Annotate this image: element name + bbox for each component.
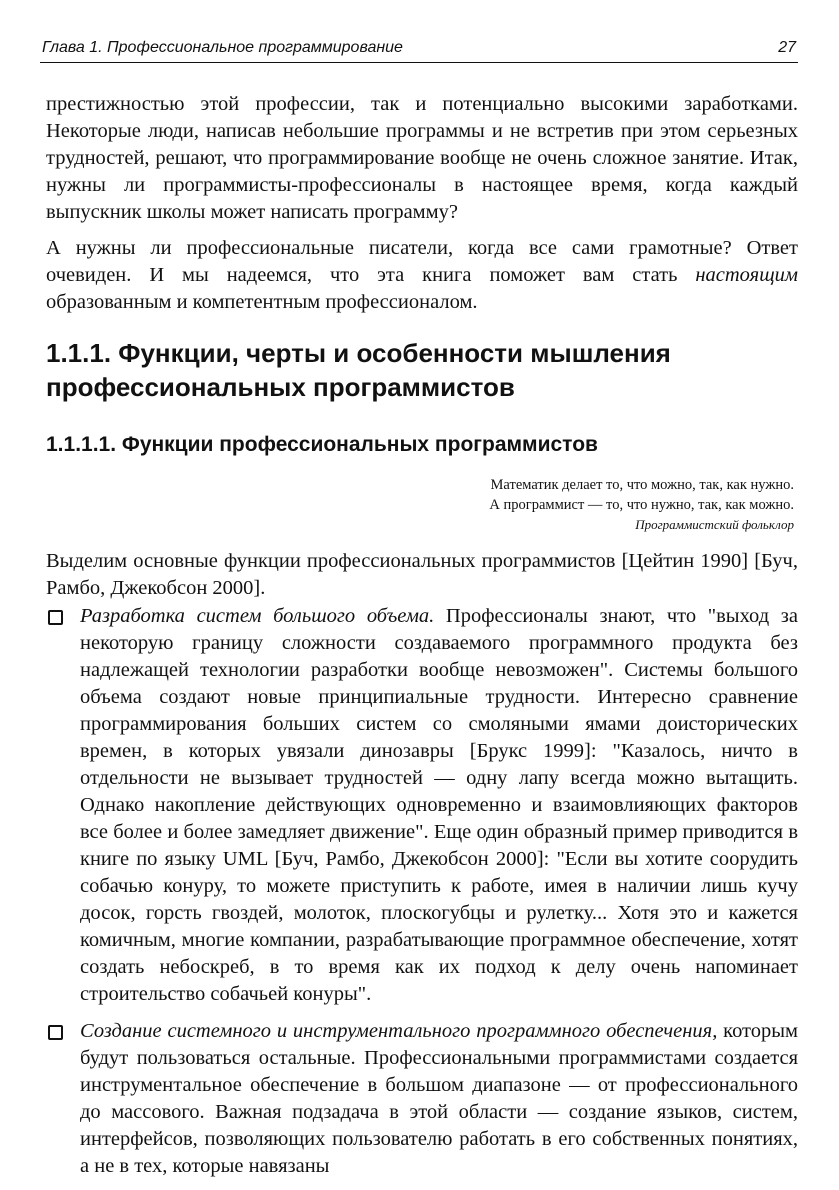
subsection-heading: 1.1.1.1. Функции профессиональных программистов (46, 433, 598, 456)
epigraph (314, 475, 794, 535)
running-header (40, 38, 798, 63)
chapter-title: Глава 1. Профессиональное программирование (42, 39, 403, 56)
section-heading: 1.1.1. Функции, черты и особенности мышления профессиональных программистов (46, 338, 671, 402)
list-item-text: которым будут пользоваться остальные. Профессиональными программистами создается инструментальное обеспечение в большом диапазоне — от профессионального до массового. Важная подзадача в этой области — создание языков, систем, интерфейсов, позволяющих пользователю работать в его собственных понятиях, а не в тех, которые навязаны (80, 1020, 798, 1177)
list-item-text: Профессионалы знают, что "выход за некоторую границу сложности создаваемого программного продукта без надлежащей технологии разработки вообще невозможен". Системы большого объема создают новые принципиальные трудности. Интересно сравнение программирования больших систем со смоляными ямами доисторических времен, в которых увязали динозавры [Брукс 1999]: "Казалось, ничто в отдельности не вызывает трудностей — одну лапу всегда можно вытащить. Однако накопление действующих одновременно и взаимовлияющих факторов все более и более замедляет движение". Еще один образный пример приводится в книге по языку UML [Буч, Рамбо, Джекобсон 2000]: "Если вы хотите соорудить собачью конуру, то можете приступить к работе, имея в наличии лишь кучу досок, горсть гвоздей, молоток, плоскогубцы и рулетку... Хотя это и кажется комичным, многие компании, разрабатывающие программное обеспечение, хотят создать небоскреб, в то время как их подход к делу очень напоминает строительство собачьей конуры". (80, 605, 798, 1005)
checkbox-square-icon (48, 1025, 63, 1040)
paragraph-text: А нужны ли профессиональные писатели, когда все сами грамотные? Ответ очевиден. И мы надеемся, что эта книга поможет вам стать (46, 237, 798, 286)
paragraph-writers-analogy (46, 235, 798, 316)
paragraph-continuation: престижностью этой профессии, так и потенциально высокими заработками. Некоторые люди, написав небольшие программы и не встретив при этом серьезных трудностей, решают, что программирование вообще не очень сложное занятие. Итак, нужны ли программисты-профессионалы в настоящее время, когда каждый выпускник школы может написать программу? (46, 93, 798, 223)
epigraph-source: Программистский фольклор (635, 517, 794, 532)
paragraph-intro-functions: Выделим основные функции профессиональных программистов [Цейтин 1990] [Буч, Рамбо, Джекобсон 2000]. (46, 550, 798, 599)
list-item (46, 1018, 798, 1180)
page-number: 27 (778, 39, 796, 56)
epigraph-line: А программист — то, что нужно, так, как можно. (489, 497, 794, 513)
checkbox-square-icon (48, 610, 63, 625)
functions-list (46, 603, 798, 1190)
list-item-lead: Разработка систем большого объема. (80, 605, 435, 627)
epigraph-line: Математик делает то, что можно, так, как нужно. (490, 477, 794, 493)
paragraph-text: образованным и компетентным профессионалом. (46, 291, 478, 313)
emphasized-word: настоящим (695, 264, 798, 286)
list-item (46, 603, 798, 1008)
list-item-lead: Создание системного и инструментального программного обеспечения, (80, 1020, 718, 1042)
